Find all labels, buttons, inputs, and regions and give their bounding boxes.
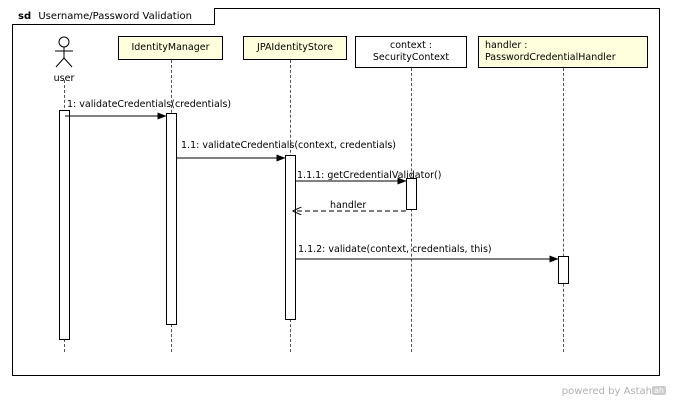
lifeline-label-password-credential-handler-line2: PasswordCredentialHandler	[485, 52, 616, 63]
credit-label: powered by Astah	[561, 386, 653, 397]
activation-password-credential-handler	[558, 256, 569, 284]
lifeline-head-security-context[interactable]	[355, 36, 467, 68]
message-label-1-1-1: 1.1.1: getCredentialValidator()	[297, 170, 442, 181]
activation-user	[59, 110, 70, 340]
message-label-1-1-2: 1.1.2: validate(context, credentials, this)	[298, 244, 492, 255]
credit-badge: ah	[654, 386, 664, 395]
lifeline-axis-password-credential-handler	[563, 68, 564, 352]
lifeline-label-security-context-line1: context :	[389, 40, 433, 51]
lifeline-axis-security-context	[411, 68, 412, 352]
lifeline-head-user[interactable]	[44, 36, 84, 84]
frame-label	[12, 8, 215, 25]
frame-keyword: sd	[18, 11, 32, 22]
lifeline-head-identity-manager[interactable]	[118, 36, 223, 60]
lifeline-label-user: user	[53, 73, 75, 84]
activation-security-context	[406, 178, 417, 210]
lifeline-head-password-credential-handler[interactable]	[478, 36, 648, 68]
frame-title: Username/Password Validation	[38, 11, 192, 22]
lifeline-label-security-context-line2: SecurityContext	[372, 52, 450, 63]
message-label-return-handler: handler	[330, 200, 367, 211]
lifeline-label-jpa-identity-store: JPAIdentityStore	[257, 42, 333, 53]
lifeline-head-jpa-identity-store[interactable]	[243, 36, 347, 60]
actor-icon	[44, 36, 84, 68]
message-label-1: 1: validateCredentials(credentials)	[67, 99, 232, 110]
activation-identity-manager	[166, 113, 177, 325]
lifeline-label-password-credential-handler-line1: handler :	[485, 40, 528, 51]
lifeline-label-identity-manager: IdentityManager	[131, 42, 210, 53]
credit-text	[562, 386, 666, 397]
activation-jpa-identity-store	[285, 155, 296, 320]
message-label-1-1: 1.1: validateCredentials(context, credentials)	[181, 140, 397, 151]
